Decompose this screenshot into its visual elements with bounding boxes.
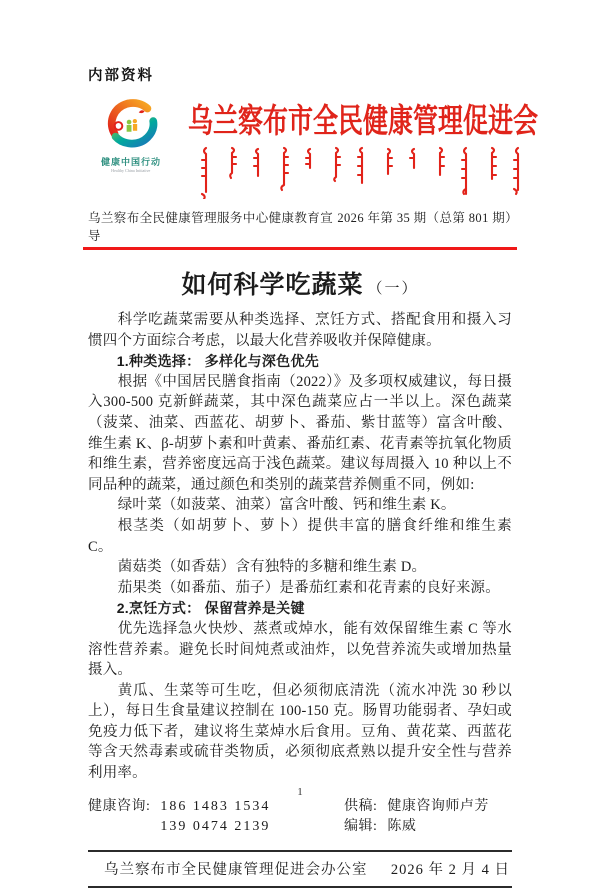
- editor-name: 陈威: [387, 818, 417, 834]
- section-heading: 2.烹饪方式： 保留营养是关键: [116, 600, 305, 617]
- mongolian-script-icon: [188, 145, 538, 199]
- publish-date: 2026 年 2 月 4 日: [390, 861, 510, 878]
- article-paragraph: 优先选择急火快炒、蒸煮或焯水，能有效保留维生素 C 等水溶性营养素。避免长时间炖煮或油炸，以免营养流失或增加热量摄入。: [88, 620, 512, 679]
- article-paragraph: 根茎类（如胡萝卜、萝卜）提供丰富的膳食纤维和维生素 C。: [88, 517, 512, 555]
- contributor-name: 健康咨询师卢芳: [387, 798, 489, 814]
- editor-label: 编辑:: [344, 818, 378, 834]
- logo-subname: Healthy China Initiative: [111, 168, 151, 173]
- article-paragraph: 菌菇类（如香菇）含有独特的多糖和维生素 D。: [117, 559, 427, 576]
- article-paragraph: 茄果类（如番茄、茄子）是番茄红素和花青素的良好来源。: [117, 579, 500, 596]
- issue-line: [88, 208, 519, 244]
- consult-label: 健康咨询:: [88, 798, 151, 814]
- publisher-text: 乌兰察布全民健康管理服务中心健康教育宣导: [88, 211, 334, 243]
- footer-imprint: [88, 850, 512, 888]
- article-title-text: 如何科学吃蔬菜: [181, 272, 364, 299]
- masthead: [88, 93, 539, 199]
- contact-block: [88, 797, 512, 837]
- masthead-title-block: [174, 93, 538, 199]
- phone-number-1: 186 1483 1534: [160, 798, 271, 814]
- healthy-china-logo-icon: [102, 95, 160, 153]
- red-divider: [83, 247, 517, 250]
- phone-number-2: 139 0474 2139: [160, 818, 271, 834]
- article-paragraph: 黄瓜、生菜等可生吃，但必须彻底清洗（流水冲洗 30 秒以上），每日生食量建议控制在 100-150 克。肠胃功能弱者、孕妇或免疫力低下者，建议将生菜焯水后食用。豆角、黄花菜、西蓝花等含天然毒素或硫苷类物质，必须彻底煮熟以提升安全性与营养利用率。: [88, 682, 512, 782]
- article-title: [88, 265, 512, 301]
- internal-material-label: 内部资料: [88, 68, 154, 84]
- section-heading: 1.种类选择： 多样化与深色优先: [116, 353, 320, 370]
- consult-phone-block: [88, 797, 270, 837]
- contributor-label: 供稿:: [344, 798, 378, 814]
- article-paragraph: 绿叶菜（如菠菜、油菜）富含叶酸、钙和维生素 K。: [117, 497, 456, 514]
- page-number: 1: [297, 786, 303, 798]
- article-body: [88, 310, 512, 784]
- credits-block: [344, 797, 512, 837]
- article-title-suffix: （一）: [367, 281, 419, 297]
- article-paragraph: 根据《中国居民膳食指南（2022）》及多项权威建议，每日摄入300-500 克新鲜蔬菜，其中深色蔬菜应占一半以上。深色蔬菜（菠菜、油菜、西蓝花、胡萝卜、番茄、紫甘蓝等）富含叶酸、维生素 K、β-胡萝卜素和叶黄素、番茄红素、花青素等抗氧化物质和维生素，营养密度远高于浅色蔬菜。建议每周摄入 10 种以上不同品种的蔬菜，通过颜色和类别的蔬菜营养侧重不同，例如:: [88, 373, 512, 493]
- healthy-china-logo: [88, 93, 174, 199]
- organization-title: 乌兰察布市全民健康管理促进会: [188, 104, 539, 140]
- article-paragraph: 科学吃蔬菜需要从种类选择、烹饪方式、搭配食用和摄入习惯四个方面综合考虑，以最大化营养吸收并保障健康。: [88, 312, 512, 349]
- office-name: 乌兰察布市全民健康管理促进会办公室: [104, 861, 368, 878]
- logo-name: 健康中国行动: [100, 157, 161, 167]
- issue-number: 2026 年第 35 期（总第 801 期）: [337, 211, 519, 225]
